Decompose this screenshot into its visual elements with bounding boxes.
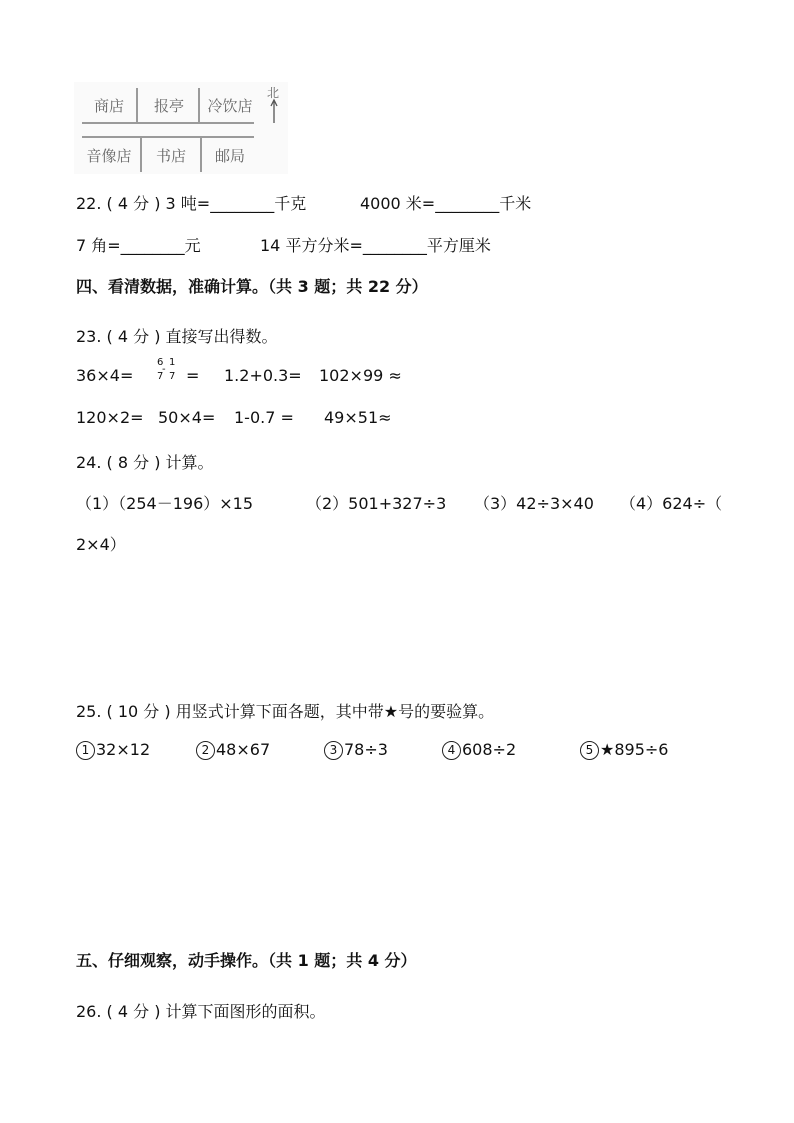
- q24-title: 24. ( 8 分 ) 计算。: [76, 453, 214, 472]
- q23-item: 49×51≈: [324, 408, 392, 427]
- map-road-vertical: [136, 88, 138, 122]
- q25-item: 2 48×67: [196, 740, 270, 760]
- circled-number: 5: [580, 741, 599, 760]
- q23-item: 50×4=: [158, 408, 216, 427]
- map-bookstore: 书店: [155, 147, 186, 165]
- q25-title: 25. ( 10 分 ) 用竖式计算下面各题，其中带★号的要验算。: [76, 702, 495, 721]
- section-4-heading: 四、看清数据，准确计算。（共 3 题；共 22 分）: [76, 277, 428, 296]
- q26-title: 26. ( 4 分 ) 计算下面图形的面积。: [76, 1002, 326, 1021]
- q22-line2-b: 14 平方分米=________平方厘米: [260, 236, 491, 255]
- map-post-office: 邮局: [214, 147, 245, 165]
- q25-item: 4 608÷2: [442, 740, 516, 760]
- circled-number: 4: [442, 741, 461, 760]
- map-road-horizontal: [82, 136, 254, 138]
- q22-line1-b: 4000 米=________千米: [360, 194, 532, 213]
- q24-item: （3）42÷3×40: [474, 494, 594, 513]
- map-figure: [74, 82, 288, 174]
- q23-title: 23. ( 4 分 ) 直接写出得数。: [76, 327, 278, 346]
- q23-item: 1.2+0.3=: [224, 366, 302, 385]
- q25-item: 3 78÷3: [324, 740, 388, 760]
- north-arrow-icon: [269, 98, 279, 124]
- q23-item: 36×4=: [76, 366, 134, 385]
- q24-item: （1）（254－196）×15: [76, 494, 254, 513]
- north-label: 北: [267, 86, 280, 100]
- q24-item-wrap: 2×4）: [76, 535, 126, 554]
- q22-line2-a: 7 角=________元: [76, 236, 201, 255]
- section-5-heading: 五、仔细观察，动手操作。（共 1 题；共 4 分）: [76, 951, 417, 970]
- q23-fraction-expr: [155, 358, 177, 384]
- circled-number: 1: [76, 741, 95, 760]
- q23-item: 102×99 ≈: [319, 366, 402, 385]
- map-audio-video-shop: 音像店: [86, 147, 132, 165]
- map-shop: 商店: [93, 97, 124, 115]
- map-newsstand: 报亭: [153, 97, 184, 115]
- q24-item: （2）501+327÷3: [306, 494, 447, 513]
- circled-number: 3: [324, 741, 343, 760]
- q24-item: （4）624÷（: [620, 494, 723, 513]
- q25-item: 1 32×12: [76, 740, 150, 760]
- q23-item: 1-0.7 =: [234, 408, 294, 427]
- q23-item: 120×2=: [76, 408, 144, 427]
- q23-item: =: [186, 366, 200, 385]
- fraction: 6 7 - 1 7: [157, 357, 176, 382]
- map-cold-drink-shop: 冷饮店: [207, 97, 253, 115]
- circled-number: 2: [196, 741, 215, 760]
- map-road-horizontal: [82, 122, 254, 124]
- q22-line1-a: 22. ( 4 分 ) 3 吨=________千克: [76, 194, 307, 213]
- q25-item: 5 ★895÷6: [580, 740, 668, 760]
